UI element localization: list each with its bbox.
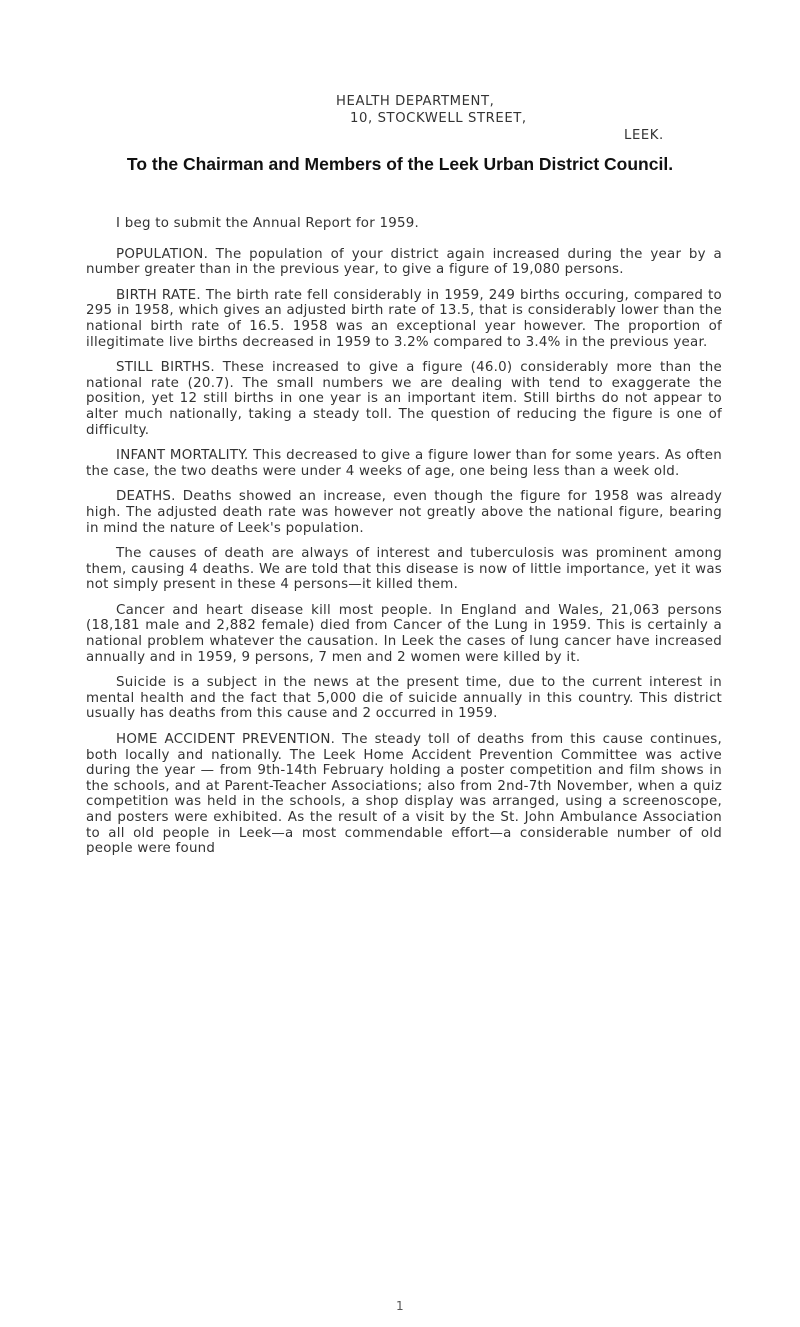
address-line-town: LEEK. — [624, 128, 664, 143]
page-number: 1 — [396, 1299, 404, 1313]
paragraph-intro: I beg to submit the Annual Report for 1959. — [116, 216, 420, 231]
paragraph-birth-rate: BIRTH RATE. The birth rate fell considerably in 1959, 249 births occuring, compared to 295 in 1958, which gives an adjusted birth rate of 13.5, that is considerably lower than the national birth rate of 16.5. 1958 was an exceptional year however. The proportion of illegitimate live births decreased in 1959 to 3.2% compared to 3.4% in the previous year. — [86, 287, 722, 350]
address-line-department: HEALTH DEPARTMENT, — [336, 94, 495, 109]
paragraph-infant-mortality: INFANT MORTALITY. This decreased to give a figure lower than for some years. As often the case, the two deaths were under 4 weeks of age, one being less than a week old. — [86, 448, 722, 479]
paragraph-cancer: Cancer and heart disease kill most people. In England and Wales, 21,063 persons (18,181 male and 2,882 female) died from Cancer of the Lung in 1959. This is certainly a national problem whatever the causation. In Leek the cases of lung cancer have increased annually and in 1959, 9 persons, 7 men and 2 women were killed by it. — [86, 602, 722, 665]
salutation-heading: To the Chairman and Members of the Leek Urban District Council. — [126, 154, 674, 174]
report-body — [86, 216, 722, 867]
paragraph-home-accident-prevention: HOME ACCIDENT PREVENTION. The steady toll of deaths from this cause continues, both locally and nationally. The Leek Home Accident Prevention Committee was active during the year — from 9th-14th February holding a poster competition and film shows in the schools, and at Parent-Teacher Associations; also from 2nd-7th November, when a quiz competition was held in the schools, a shop display was arranged, using a screenoscope, and posters were exhibited. As the result of a visit by the St. John Ambulance Association to all old people in Leek—a most commendable effort—a considerable number of old people were found — [86, 732, 722, 857]
paragraph-deaths: DEATHS. Deaths showed an increase, even though the figure for 1958 was already high. The adjusted death rate was however not greatly above the national figure, bearing in mind the nature of Leek's population. — [86, 489, 722, 536]
paragraph-suicide: Suicide is a subject in the news at the present time, due to the current interest in mental health and the fact that 5,000 die of suicide annually in this country. This district usually has deaths from this cause and 2 occurred in 1959. — [86, 675, 722, 722]
paragraph-still-births: STILL BIRTHS. These increased to give a figure (46.0) considerably more than the national rate (20.7). The small numbers we are dealing with tend to exaggerate the position, yet 12 still births in one year is an important item. Still births do not appear to alter much nationally, taking a steady toll. The question of reducing the figure is one of difficulty. — [86, 360, 722, 438]
paragraph-population: POPULATION. The population of your district again increased during the year by a number greater than in the previous year, to give a figure of 19,080 persons. — [86, 246, 722, 278]
address-line-street: 10, STOCKWELL STREET, — [350, 111, 527, 126]
paragraph-causes-of-death: The causes of death are always of interest and tuberculosis was prominent among them, causing 4 deaths. We are told that this disease is now of little importance, yet it was not simply present in these 4 persons—it killed them. — [86, 546, 722, 593]
